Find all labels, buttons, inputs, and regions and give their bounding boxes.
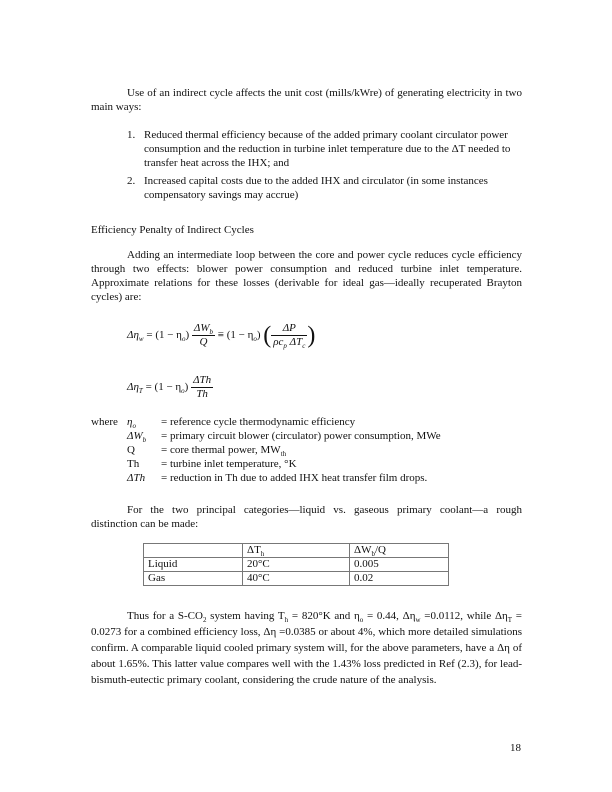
equation-blower-loss: $\Delta\eta_w = (1 - \eta_o)$ $\frac{\Delta W_b}{Q}$ ≡ $(1 - \eta_o)$ ( $\frac{\Delta P}{\rho c_p \Delta T_c}$ ) xyxy=(127,322,316,351)
definition-symbol: Q xyxy=(127,444,135,456)
list-item-number: 1. xyxy=(127,129,136,141)
eq2-factor: $(1 - \eta_o)$ xyxy=(154,381,189,396)
definition-text: = reference cycle thermodynamic efficiency xyxy=(161,416,356,428)
list-item-text: Increased capital costs due to the added IHX and circulator (in some instances compensatory savings may accrue) xyxy=(144,175,488,201)
list-item-number: 2. xyxy=(127,175,136,187)
where-label: where xyxy=(91,416,118,428)
table-cell: 40°C xyxy=(243,572,350,586)
definition-text: = primary circuit blower (circulator) power consumption, MWe xyxy=(161,430,441,442)
eq1-fraction-1: $\frac{\Delta W_b}{Q}$ xyxy=(193,322,213,348)
page-number: 18 xyxy=(510,742,521,754)
table-cell: Gas xyxy=(144,572,243,586)
coolant-table xyxy=(143,543,449,586)
definition-text: = core thermal power, $MW_{th}$ xyxy=(161,444,287,459)
intro-paragraph: Use of an indirect cycle affects the unit cost (mills/kWre) of generating electricity in two main ways: xyxy=(91,87,522,113)
categories-paragraph: For the two principal categories—liquid vs. gaseous primary coolant—a rough distinction can be made: xyxy=(91,504,522,530)
definition-symbol: ΔTh xyxy=(127,472,146,484)
eq2-fraction: $\frac{\text{ΔTh}}{Th}$ xyxy=(193,374,212,400)
table-header-row xyxy=(144,544,449,558)
definition-text: = reduction in Th due to added IHX heat transfer film drops. xyxy=(161,472,428,484)
definition-row xyxy=(91,415,522,429)
table-header-cell: $\Delta T_h$ xyxy=(243,544,350,558)
equation-temperature-loss xyxy=(127,374,213,401)
list-item xyxy=(127,174,522,202)
table-cell: 0.02 xyxy=(350,572,449,586)
eq1-factor-2: $(1 - \eta_o)$ xyxy=(226,329,261,344)
table-cell: 0.005 xyxy=(350,558,449,572)
definition-symbol: Th xyxy=(127,458,140,470)
definition-row xyxy=(91,429,522,443)
definition-symbol: $\Delta W_b$ xyxy=(127,430,147,445)
definition-row xyxy=(91,457,522,471)
list-item-text: Reduced thermal efficiency because of the added primary coolant circulator power consumption and the reduction in turbine inlet temperature due to the ΔT needed to transfer heat across the IHX; and xyxy=(144,129,511,169)
section-heading: Efficiency Penalty of Indirect Cycles xyxy=(91,224,254,236)
eq1-factor: $(1 - \eta_o)$ xyxy=(155,329,190,344)
definition-row xyxy=(91,443,522,457)
definition-row xyxy=(91,471,522,485)
table-row xyxy=(144,572,449,586)
definition-text: = turbine inlet temperature, °K xyxy=(161,458,297,470)
variable-definitions xyxy=(91,415,522,485)
eq1-lhs: $\Delta\eta_w$ xyxy=(127,329,144,344)
eq2-equals: = xyxy=(145,381,152,394)
table-header-cell: $\Delta W_b/Q$ xyxy=(350,544,449,558)
numbered-list xyxy=(127,128,522,206)
efficiency-paragraph: Adding an intermediate loop between the core and power cycle reduces cycle efficiency through two effects: blower power consumption and reduced turbine inlet temperature. Approximate relations for these losses (derivable for ideal gas—ideally recuperated Brayton cycles) are: xyxy=(91,249,522,303)
table-cell: Liquid xyxy=(144,558,243,572)
table-row xyxy=(144,558,449,572)
eq1-equiv: ≡ xyxy=(217,329,224,342)
eq1-equals: = xyxy=(146,329,153,342)
table-cell: 20°C xyxy=(243,558,350,572)
definition-symbol: $\eta_o$ xyxy=(127,416,136,431)
eq2-lhs: $\Delta\eta_T$ xyxy=(127,381,143,396)
list-item xyxy=(127,128,522,170)
conclusion-paragraph: Thus for a $S-CO_2$ system having $T_h = 820^\circ K$ and $\eta_o = 0.44$, $\Delta\eta_w =0.0112$, while $\Delta\eta_T = 0.0273$ for a combined efficiency loss, Δη =0.0385 or about 4%, which more detailed simulations confirm. A comparable liquid cooled primary system will, for the above parameters, have a Δη of about 1.65%. This latter value compares well with the 1.43% loss predicted in Ref (2.3), for lead-bismuth-eutectic primary coolant, considering the crude nature of the analysis. xyxy=(91,610,523,686)
table-header-cell xyxy=(144,544,243,558)
eq1-fraction-2: $\frac{\Delta P}{\rho c_p \Delta T_c}$ xyxy=(273,322,306,351)
